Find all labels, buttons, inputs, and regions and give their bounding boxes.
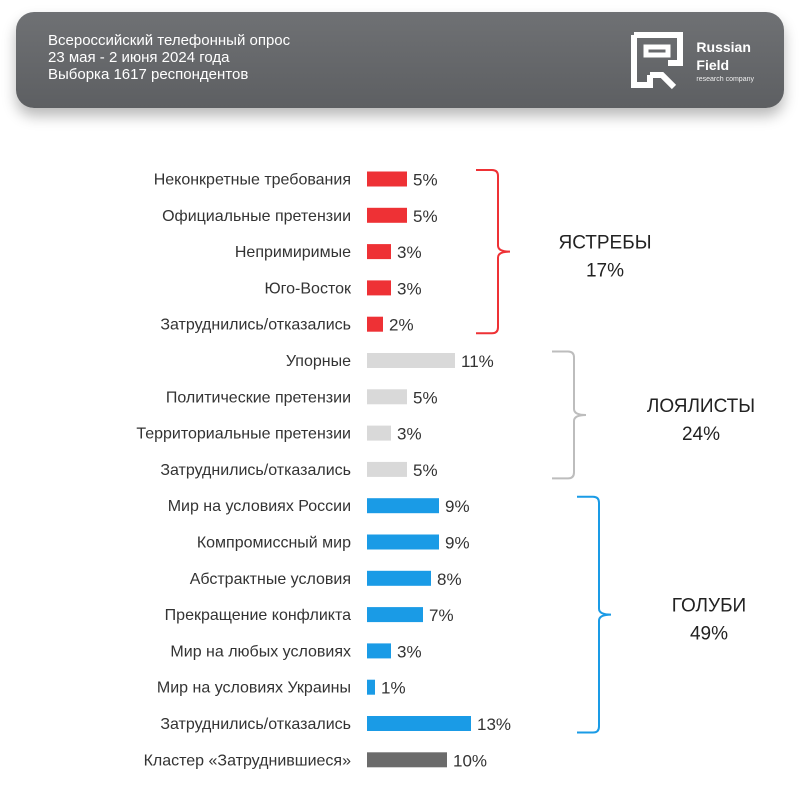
- bar: [367, 244, 391, 259]
- category-label: Прекращение конфликта: [164, 607, 351, 625]
- value-label: 9%: [445, 533, 470, 553]
- value-label: 5%: [413, 206, 438, 226]
- bar: [367, 607, 423, 622]
- bar: [367, 680, 375, 695]
- value-label: 10%: [453, 751, 488, 771]
- survey-title: Всероссийский телефонный опрос: [48, 32, 291, 49]
- value-label: 5%: [413, 388, 438, 408]
- bar: [367, 498, 439, 513]
- category-label: Мир на любых условиях: [170, 643, 351, 661]
- survey-sample: Выборка 1617 респондентов: [48, 66, 249, 83]
- bar: [367, 389, 407, 404]
- value-label: 13%: [477, 715, 512, 734]
- value-label: 3%: [397, 279, 422, 299]
- value-label: 2%: [389, 315, 414, 335]
- value-label: 1%: [381, 678, 406, 698]
- bar: [367, 280, 391, 295]
- category-label: Мир на условиях России: [167, 498, 351, 516]
- cluster-brace-hawks: [476, 170, 510, 333]
- bar: [367, 172, 407, 187]
- value-label: 7%: [429, 606, 454, 626]
- cluster-total-doves: 49%: [689, 623, 729, 645]
- category-label: Политические претензии: [165, 389, 351, 407]
- category-label: Кластер «Затруднившиеся»: [143, 752, 351, 770]
- value-label: 3%: [397, 424, 422, 444]
- value-label: 8%: [437, 569, 462, 589]
- cluster-brace-loyalists: [552, 352, 586, 479]
- category-label: Абстрактные условия: [189, 570, 351, 588]
- bar: [367, 535, 439, 550]
- bar: [367, 426, 391, 441]
- category-label: Юго-Восток: [264, 280, 351, 298]
- cluster-name-doves: ГОЛУБИ: [671, 595, 747, 617]
- bar: [367, 208, 407, 223]
- bar: [367, 317, 383, 332]
- cluster-brace-doves: [577, 497, 611, 733]
- value-label: 11%: [461, 352, 494, 371]
- bar: [367, 353, 455, 368]
- category-label: Территориальные претензии: [136, 425, 351, 443]
- category-label: Затруднились/отказались: [160, 316, 351, 334]
- category-label: Мир на условиях Украины: [156, 679, 351, 697]
- bar: [367, 752, 447, 767]
- value-label: 5%: [413, 460, 438, 480]
- category-label: Официальные претензии: [162, 207, 351, 225]
- bar: [367, 716, 471, 731]
- value-label: 3%: [397, 642, 422, 662]
- logo-field: Field: [696, 56, 730, 73]
- bar: [367, 571, 431, 586]
- bar: [367, 462, 407, 477]
- value-label: 9%: [445, 497, 470, 517]
- cluster-total-hawks: 17%: [585, 260, 625, 282]
- category-label: Непримиримые: [234, 244, 351, 262]
- cluster-name-loyalists: ЛОЯЛИСТЫ: [646, 395, 756, 417]
- value-label: 3%: [397, 243, 422, 263]
- logo-tagline: research company: [696, 75, 754, 83]
- category-label: Компромиссный мир: [196, 534, 351, 552]
- category-label: Затруднились/отказались: [160, 716, 351, 733]
- value-label: 5%: [413, 170, 438, 190]
- category-label: Упорные: [285, 353, 351, 370]
- cluster-total-loyalists: 24%: [681, 423, 721, 445]
- survey-dates: 23 мая - 2 июня 2024 года: [48, 49, 230, 66]
- bar: [367, 643, 391, 658]
- cluster-name-hawks: ЯСТРЕБЫ: [558, 232, 652, 254]
- category-label: Неконкретные требования: [153, 171, 351, 189]
- logo-russian: Russian: [696, 38, 751, 55]
- category-label: Затруднились/отказались: [160, 461, 351, 479]
